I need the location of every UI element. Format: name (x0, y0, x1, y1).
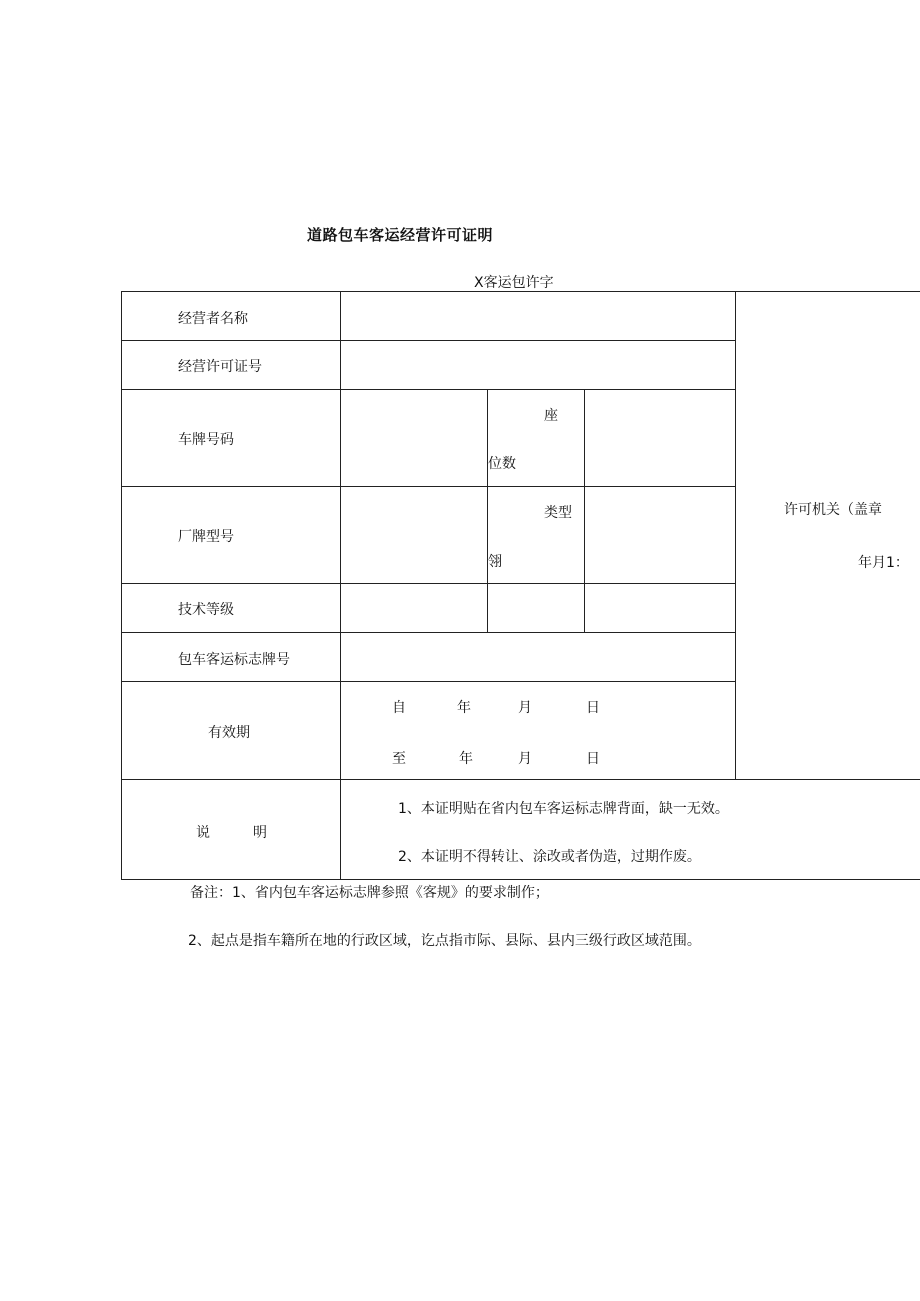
authority-date: 年月1： (858, 555, 909, 571)
row-divider (121, 779, 920, 780)
column-divider (584, 389, 585, 632)
table-border-left (121, 291, 122, 880)
authority-label: 许可机关（盖章 (784, 502, 882, 518)
column-divider (340, 291, 341, 880)
validity-from-year: 年 (457, 700, 471, 716)
column-divider (487, 389, 488, 632)
row-divider (121, 681, 735, 682)
brand-model-label: 厂牌型号 (178, 529, 234, 545)
doc-number-label: X客运包许字 (474, 275, 554, 291)
plate-no-label: 车牌号码 (178, 432, 234, 448)
operator-name-label: 经营者名称 (178, 311, 248, 327)
seats-label-bottom: 位数 (488, 456, 516, 472)
validity-label: 有效期 (208, 725, 250, 741)
note-1: 备注：1、省内包车客运标志牌参照《客规》的要求制作； (190, 885, 549, 901)
table-border-bottom (121, 879, 920, 880)
validity-to-prefix: 至 (392, 751, 406, 767)
column-divider (735, 291, 736, 779)
row-divider (121, 340, 735, 341)
seats-label-top: 座 (544, 408, 558, 424)
table-border-top (121, 291, 920, 292)
validity-from-month: 月 (518, 700, 532, 716)
explain-label-1: 说 (196, 825, 210, 841)
note-2: 2、起点是指车籍所在地的行政区域，讫点指市际、县际、县内三级行政区域范围。 (188, 933, 701, 949)
type-label-top: 类型 (544, 505, 572, 521)
validity-to-year: 年 (459, 751, 473, 767)
row-divider (121, 583, 735, 584)
document-title: 道路包车客运经营许可证明 (307, 226, 494, 244)
tech-grade-label: 技术等级 (178, 602, 234, 618)
validity-from-prefix: 自 (392, 700, 406, 716)
type-label-bottom: 翎 (488, 554, 502, 570)
row-divider (121, 632, 735, 633)
row-divider (121, 486, 735, 487)
validity-to-day: 日 (586, 751, 600, 767)
charter-sign-no-label: 包车客运标志牌号 (178, 652, 290, 668)
row-divider (121, 389, 735, 390)
license-no-label: 经营许可证号 (178, 359, 262, 375)
validity-from-day: 日 (586, 700, 600, 716)
explain-item-2: 2、本证明不得转让、涂改或者伪造，过期作废。 (398, 849, 701, 865)
validity-to-month: 月 (518, 751, 532, 767)
explain-label-2: 明 (253, 825, 267, 841)
explain-item-1: 1、本证明贴在省内包车客运标志牌背面，缺一无效。 (398, 801, 729, 817)
